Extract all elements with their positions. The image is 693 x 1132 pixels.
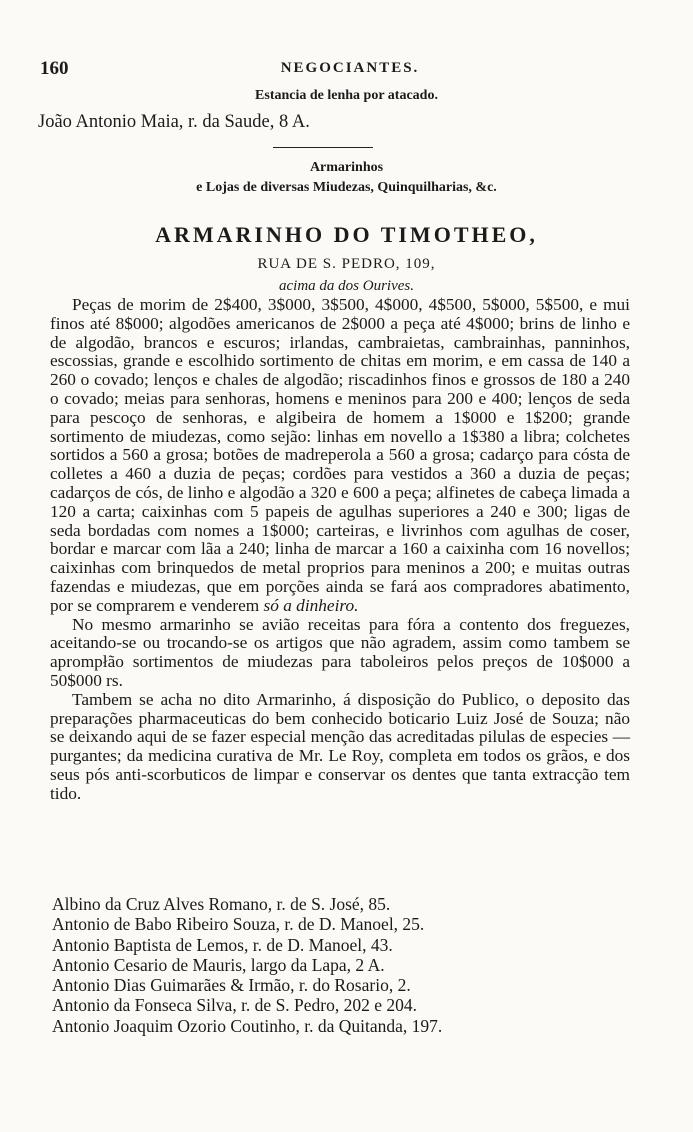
advert-paragraph-pharmacy: Tambem se acha no dito Armarinho, á disposição do Publico, o deposito das preparações pharmaceuticas do bem conhecido boticario Luiz José de Souza; não se deixando aqui de se fazer especial menção das acreditadas pilulas de especies — purgantes; da medicina curativa de Mr. Le Roy, completa em todos os grãos, e dos seus pós anti-scorbuticos de limpar e conservar os dentes que tanta extracção tem tido. — [50, 689, 630, 803]
advert-address: RUA DE S. PEDRO, 109, — [257, 256, 436, 272]
page-header — [40, 58, 660, 82]
firewood-entry: João Antonio Maia, r. da Saude, 8 A. — [38, 112, 310, 132]
list-item: Antonio Joaquim Ozorio Coutinho, r. da Quitanda, 197. — [52, 1015, 443, 1036]
section-subheading-lojas: e Lojas de diversas Miudezas, Quinquilharias, &c. — [196, 180, 497, 195]
merchant-list — [52, 894, 652, 1036]
section-heading-firewood: Estancia de lenha por atacado. — [255, 88, 438, 103]
advert-cash-only: só a dinheiro. — [263, 595, 359, 615]
list-item: Antonio Dias Guimarães & Irmão, r. do Rosario, 2. — [52, 975, 411, 996]
list-item: Antonio de Babo Ribeiro Souza, r. de D. Manoel, 25. — [52, 914, 425, 935]
list-item: Antonio da Fonseca Silva, r. de S. Pedro, 202 e 204. — [52, 995, 418, 1016]
advert-paragraph-prices — [50, 296, 630, 616]
advert-title: ARMARINHO DO TIMOTHEO, — [155, 222, 538, 247]
advert-paragraph-orders: No mesmo armarinho se avião receitas para fóra a contento dos freguezes, aceitando-se ou trocando-se os artigos que não agradem, assim como tambem se aprompłão sortimentos de miudezas para taboleiros pelos preços de 10$000 a 50$000 rs. — [50, 614, 630, 690]
list-item: Albino da Cruz Alves Romano, r. de S. José, 85. — [52, 894, 391, 914]
section-divider — [273, 147, 373, 148]
page-number: 160 — [40, 58, 69, 79]
list-item: Antonio Cesario de Mauris, largo da Lapa, 2 A. — [52, 954, 385, 975]
running-head: NEGOCIANTES. — [280, 60, 420, 76]
section-heading-armarinhos: Armarinhos — [309, 160, 384, 175]
advert-body — [50, 296, 630, 804]
advert-note: acima da dos Ourives. — [279, 278, 414, 294]
list-item: Antonio Baptista de Lemos, r. de D. Manoel, 43. — [52, 934, 393, 955]
advert-prices-text: Peças de morim de 2$400, 3$000, 3$500, 4$000, 4$500, 5$000, 5$500, e mui finos até 8$000; algodões americanos de 2$000 a peça até 4$000; brins de linho e de algodão, brancos e escuros; irlandas, cambraietas, cambrainhas, panninhos, escossias, grande e escolhido sortimento de chitas em morim, e em cassa de 140 a 260 o covado; lenços e chales de algodão; riscadinhos finos e grossos de 180 a 240 o covado; meias para senhoras, homens e meninos para 200 e 400; lenços de seda para pescoço de senhoras, e algibeira de homem a 1$000 e 1$200; grande sortimento de miudezas, como sejão: linhas em novello a 1$380 a libra; colchetes sortidos a 560 a grosa; botões de madreperola a 560 a grosa; cadarço para cósta de colletes a 460 a duzia de peças; cordões para vestidos a 360 a duzia de peças; cadarços de cós, de linho e algodão a 320 e 600 a peça; alfinetes de cabeça limada a 120 a carta; caixinhas com 5 papeis de agulhas superiores a 240 e 300; ligas de seda bordadas com nomes a 1$000; carteiras, e livrinhos com agulhas de coser, bordar e marcar com lãa a 240; linha de marcar a 160 a caixinha com 16 novellos; caixinhas com brinquedos de metal proprios para meninos a 200; e muitas outras fazendas e miudezas, que em porções ainda se fará aos compradores abatimento, por se comprarem e venderem — [50, 295, 630, 615]
